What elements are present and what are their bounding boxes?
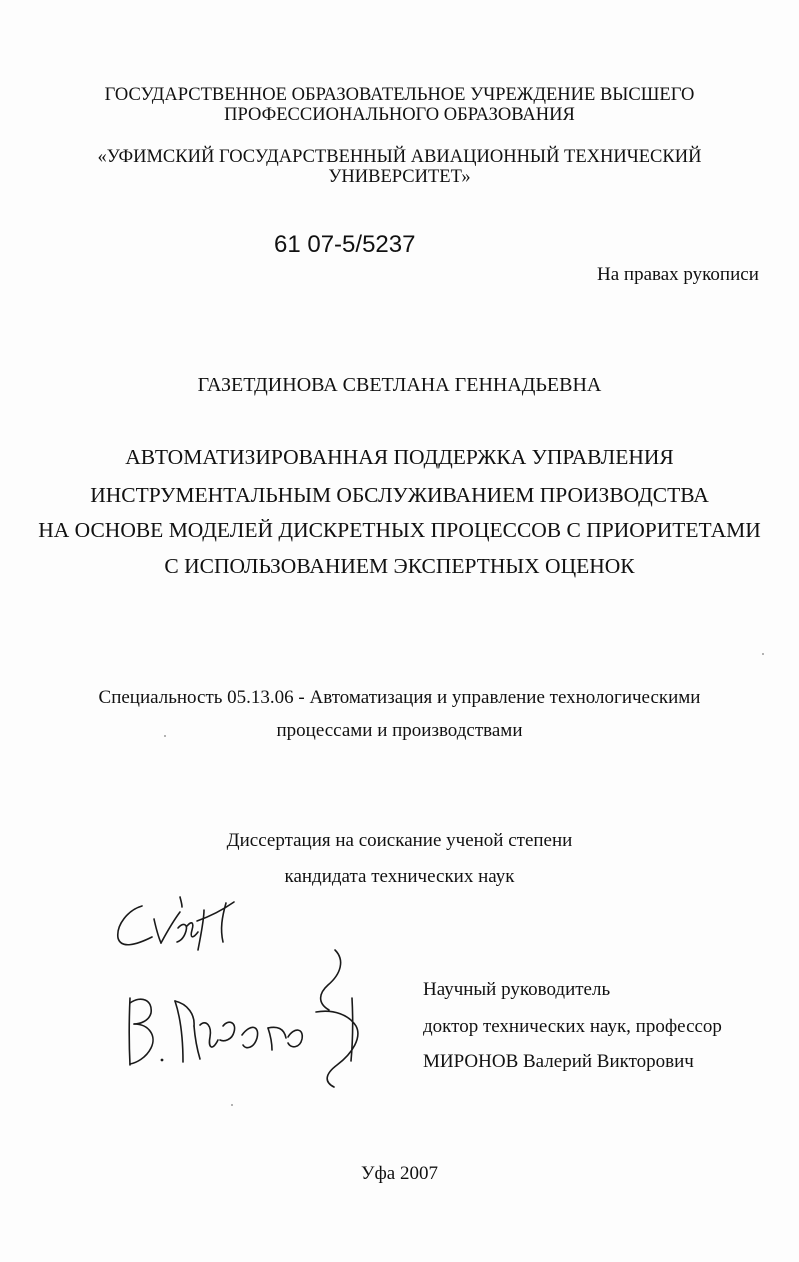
institution-line-2: ПРОФЕССИОНАЛЬНОГО ОБРАЗОВАНИЯ <box>224 105 575 125</box>
author-name: ГАЗЕТДИНОВА СВЕТЛАНА ГЕННАДЬЕВНА <box>197 374 602 396</box>
place-year: Уфа 2007 <box>361 1163 438 1184</box>
institution-line-4: УНИВЕРСИТЕТ» <box>328 167 471 187</box>
specialty-line-2: процессами и производствами <box>276 720 523 741</box>
advisor-name: МИРОНОВ Валерий Викторович <box>423 1051 694 1072</box>
catalog-code: 61 07-5/5237 <box>274 231 416 258</box>
thesis-title-line-1: АВТОМАТИЗИРОВАННАЯ ПОДДЕРЖКА УПРАВЛЕНИЯ <box>125 445 674 469</box>
scan-speck <box>231 1104 233 1106</box>
degree-line-1: Диссертация на соискание ученой степени <box>226 830 573 851</box>
institution-line-1: ГОСУДАРСТВЕННОЕ ОБРАЗОВАТЕЛЬНОЕ УЧРЕЖДЕНИЕ ВЫСШЕГО <box>104 85 695 105</box>
scan-speck <box>762 653 764 655</box>
scan-speck <box>164 735 166 737</box>
thesis-title-line-2: ИНСТРУМЕНТАЛЬНЫМ ОБСЛУЖИВАНИЕМ ПРОИЗВОДСТВА <box>90 483 709 507</box>
institution-line-3: «УФИМСКИЙ ГОСУДАРСТВЕННЫЙ АВИАЦИОННЫЙ ТЕХНИЧЕСКИЙ <box>97 147 702 167</box>
rights-note: На правах рукописи <box>597 264 759 285</box>
thesis-title-line-4: С ИСПОЛЬЗОВАНИЕМ ЭКСПЕРТНЫХ ОЦЕНОК <box>164 554 635 578</box>
advisor-role: Научный руководитель <box>423 979 611 1000</box>
thesis-title-line-3: НА ОСНОВЕ МОДЕЛЕЙ ДИСКРЕТНЫХ ПРОЦЕССОВ С ПРИОРИТЕТАМИ <box>38 518 761 542</box>
degree-line-2: кандидата технических наук <box>284 866 515 887</box>
advisor-signature-icon <box>120 942 382 1090</box>
advisor-rank: доктор технических наук, профессор <box>423 1016 722 1037</box>
specialty-line-1: Специальность 05.13.06 - Автоматизация и управление технологическими <box>98 687 701 708</box>
